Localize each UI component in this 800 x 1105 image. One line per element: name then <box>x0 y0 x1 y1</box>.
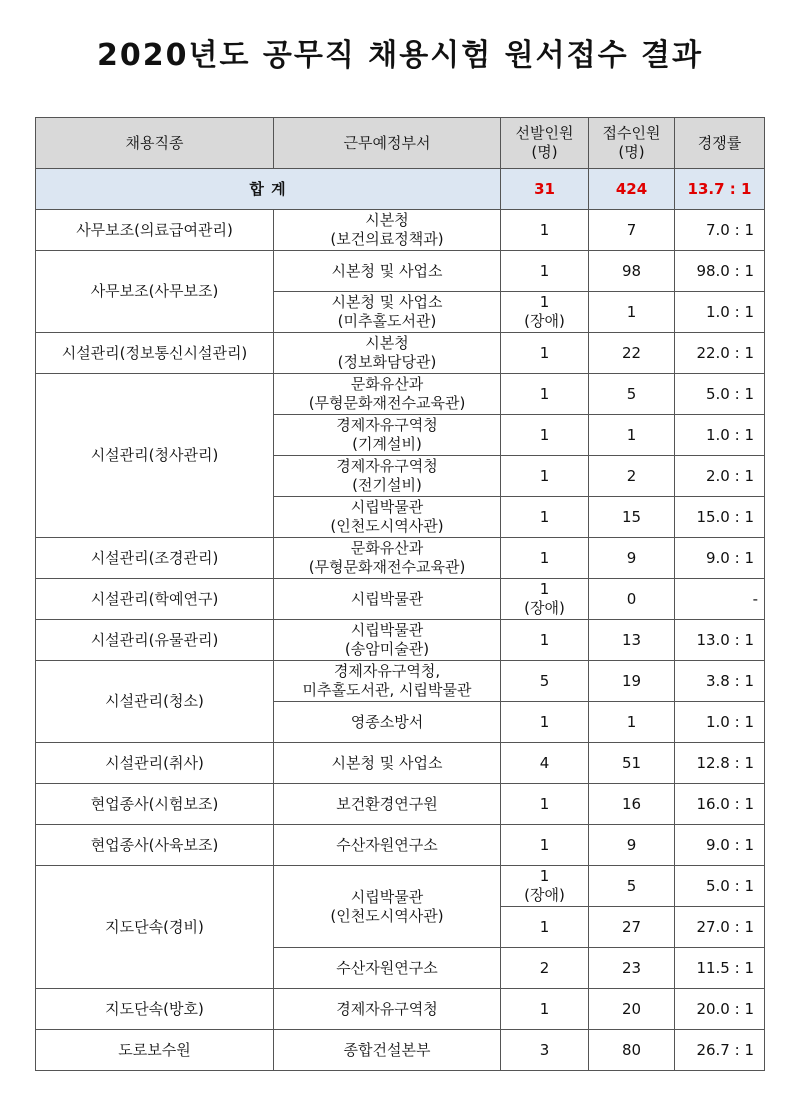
dept-cell: 시본청 (보건의료정책과) <box>274 210 501 251</box>
job-cell: 시설관리(학예연구) <box>36 579 274 620</box>
job-cell: 현업종사(사육보조) <box>36 825 274 866</box>
dept-cell: 수산자원연구소 <box>274 948 501 989</box>
dept-cell: 시립박물관 (송암미술관) <box>274 620 501 661</box>
selected-cell: 1 (장애) <box>501 579 589 620</box>
header-dept: 근무예정부서 <box>274 118 501 169</box>
selected-cell: 1 <box>501 620 589 661</box>
applied-cell: 15 <box>589 497 675 538</box>
ratio-cell: 7.0 : 1 <box>675 210 765 251</box>
ratio-cell: 22.0 : 1 <box>675 333 765 374</box>
table-row <box>36 251 765 292</box>
applied-cell: 13 <box>589 620 675 661</box>
ratio-cell: 98.0 : 1 <box>675 251 765 292</box>
selected-cell: 5 <box>501 661 589 702</box>
applied-cell: 9 <box>589 825 675 866</box>
job-cell: 지도단속(방호) <box>36 989 274 1030</box>
selected-cell: 1 <box>501 415 589 456</box>
dept-cell: 영종소방서 <box>274 702 501 743</box>
header-job: 채용직종 <box>36 118 274 169</box>
job-cell: 도로보수원 <box>36 1030 274 1071</box>
table-row <box>36 661 765 702</box>
ratio-cell: 13.0 : 1 <box>675 620 765 661</box>
dept-cell: 시본청 및 사업소 <box>274 251 501 292</box>
ratio-cell: 1.0 : 1 <box>675 415 765 456</box>
selected-cell: 4 <box>501 743 589 784</box>
selected-cell: 1 <box>501 497 589 538</box>
ratio-cell: 9.0 : 1 <box>675 825 765 866</box>
table-row <box>36 210 765 251</box>
table-row <box>36 784 765 825</box>
selected-cell: 1 <box>501 989 589 1030</box>
applied-cell: 80 <box>589 1030 675 1071</box>
table-row <box>36 620 765 661</box>
total-ratio: 13.7 : 1 <box>675 169 765 210</box>
selected-cell: 1 <box>501 702 589 743</box>
dept-cell: 경제자유구역청 (기계설비) <box>274 415 501 456</box>
table-row <box>36 825 765 866</box>
applied-cell: 27 <box>589 907 675 948</box>
job-cell: 시설관리(청소) <box>36 661 274 743</box>
ratio-cell: 11.5 : 1 <box>675 948 765 989</box>
applied-cell: 5 <box>589 374 675 415</box>
page-title: 2020년도 공무직 채용시험 원서접수 결과 <box>97 38 703 73</box>
ratio-cell: 26.7 : 1 <box>675 1030 765 1071</box>
selected-cell: 1 <box>501 907 589 948</box>
selected-cell: 1 <box>501 374 589 415</box>
applied-cell: 9 <box>589 538 675 579</box>
dept-cell: 시본청 및 사업소 (미추홀도서관) <box>274 292 501 333</box>
selected-cell: 1 <box>501 456 589 497</box>
table-row <box>36 374 765 415</box>
dept-cell: 경제자유구역청 <box>274 989 501 1030</box>
ratio-cell: 27.0 : 1 <box>675 907 765 948</box>
ratio-cell: 20.0 : 1 <box>675 989 765 1030</box>
selected-cell: 1 <box>501 538 589 579</box>
ratio-cell: 1.0 : 1 <box>675 702 765 743</box>
dept-cell: 경제자유구역청, 미추홀도서관, 시립박물관 <box>274 661 501 702</box>
selected-cell: 1 (장애) <box>501 866 589 907</box>
table-row <box>36 866 765 907</box>
applied-cell: 98 <box>589 251 675 292</box>
dept-cell: 시립박물관 (인천도시역사관) <box>274 866 501 948</box>
applied-cell: 23 <box>589 948 675 989</box>
job-cell: 시설관리(조경관리) <box>36 538 274 579</box>
ratio-cell: 2.0 : 1 <box>675 456 765 497</box>
applied-cell: 5 <box>589 866 675 907</box>
total-selected: 31 <box>501 169 589 210</box>
header-selected: 선발인원 (명) <box>501 118 589 169</box>
header-ratio: 경쟁률 <box>675 118 765 169</box>
table-row <box>36 538 765 579</box>
header-applied: 접수인원 (명) <box>589 118 675 169</box>
table-row <box>36 989 765 1030</box>
dept-cell: 시립박물관 (인천도시역사관) <box>274 497 501 538</box>
selected-cell: 1 <box>501 210 589 251</box>
applied-cell: 20 <box>589 989 675 1030</box>
dept-cell: 경제자유구역청 (전기설비) <box>274 456 501 497</box>
ratio-cell: 5.0 : 1 <box>675 374 765 415</box>
job-cell: 사무보조(의료급여관리) <box>36 210 274 251</box>
applied-cell: 19 <box>589 661 675 702</box>
table-row <box>36 333 765 374</box>
dept-cell: 문화유산과 (무형문화재전수교육관) <box>274 538 501 579</box>
ratio-cell: 15.0 : 1 <box>675 497 765 538</box>
ratio-cell: - <box>675 579 765 620</box>
results-table <box>35 117 765 1071</box>
ratio-cell: 16.0 : 1 <box>675 784 765 825</box>
dept-cell: 보건환경연구원 <box>274 784 501 825</box>
job-cell: 시설관리(청사관리) <box>36 374 274 538</box>
ratio-cell: 5.0 : 1 <box>675 866 765 907</box>
dept-cell: 문화유산과 (무형문화재전수교육관) <box>274 374 501 415</box>
total-label: 합 계 <box>36 169 501 210</box>
job-cell: 현업종사(시험보조) <box>36 784 274 825</box>
table-row <box>36 579 765 620</box>
applied-cell: 1 <box>589 702 675 743</box>
job-cell: 시설관리(정보통신시설관리) <box>36 333 274 374</box>
applied-cell: 51 <box>589 743 675 784</box>
table-row <box>36 743 765 784</box>
total-applied: 424 <box>589 169 675 210</box>
selected-cell: 1 (장애) <box>501 292 589 333</box>
selected-cell: 2 <box>501 948 589 989</box>
applied-cell: 16 <box>589 784 675 825</box>
job-cell: 사무보조(사무보조) <box>36 251 274 333</box>
dept-cell: 종합건설본부 <box>274 1030 501 1071</box>
applied-cell: 1 <box>589 415 675 456</box>
ratio-cell: 12.8 : 1 <box>675 743 765 784</box>
dept-cell: 시립박물관 <box>274 579 501 620</box>
dept-cell: 수산자원연구소 <box>274 825 501 866</box>
applied-cell: 1 <box>589 292 675 333</box>
applied-cell: 22 <box>589 333 675 374</box>
dept-cell: 시본청 및 사업소 <box>274 743 501 784</box>
applied-cell: 2 <box>589 456 675 497</box>
ratio-cell: 9.0 : 1 <box>675 538 765 579</box>
ratio-cell: 3.8 : 1 <box>675 661 765 702</box>
selected-cell: 1 <box>501 251 589 292</box>
selected-cell: 1 <box>501 333 589 374</box>
ratio-cell: 1.0 : 1 <box>675 292 765 333</box>
header-row <box>36 118 765 169</box>
selected-cell: 1 <box>501 784 589 825</box>
job-cell: 시설관리(유물관리) <box>36 620 274 661</box>
selected-cell: 1 <box>501 825 589 866</box>
job-cell: 시설관리(취사) <box>36 743 274 784</box>
table-row <box>36 1030 765 1071</box>
applied-cell: 0 <box>589 579 675 620</box>
applied-cell: 7 <box>589 210 675 251</box>
total-row <box>36 169 765 210</box>
dept-cell: 시본청 (정보화담당관) <box>274 333 501 374</box>
selected-cell: 3 <box>501 1030 589 1071</box>
job-cell: 지도단속(경비) <box>36 866 274 989</box>
